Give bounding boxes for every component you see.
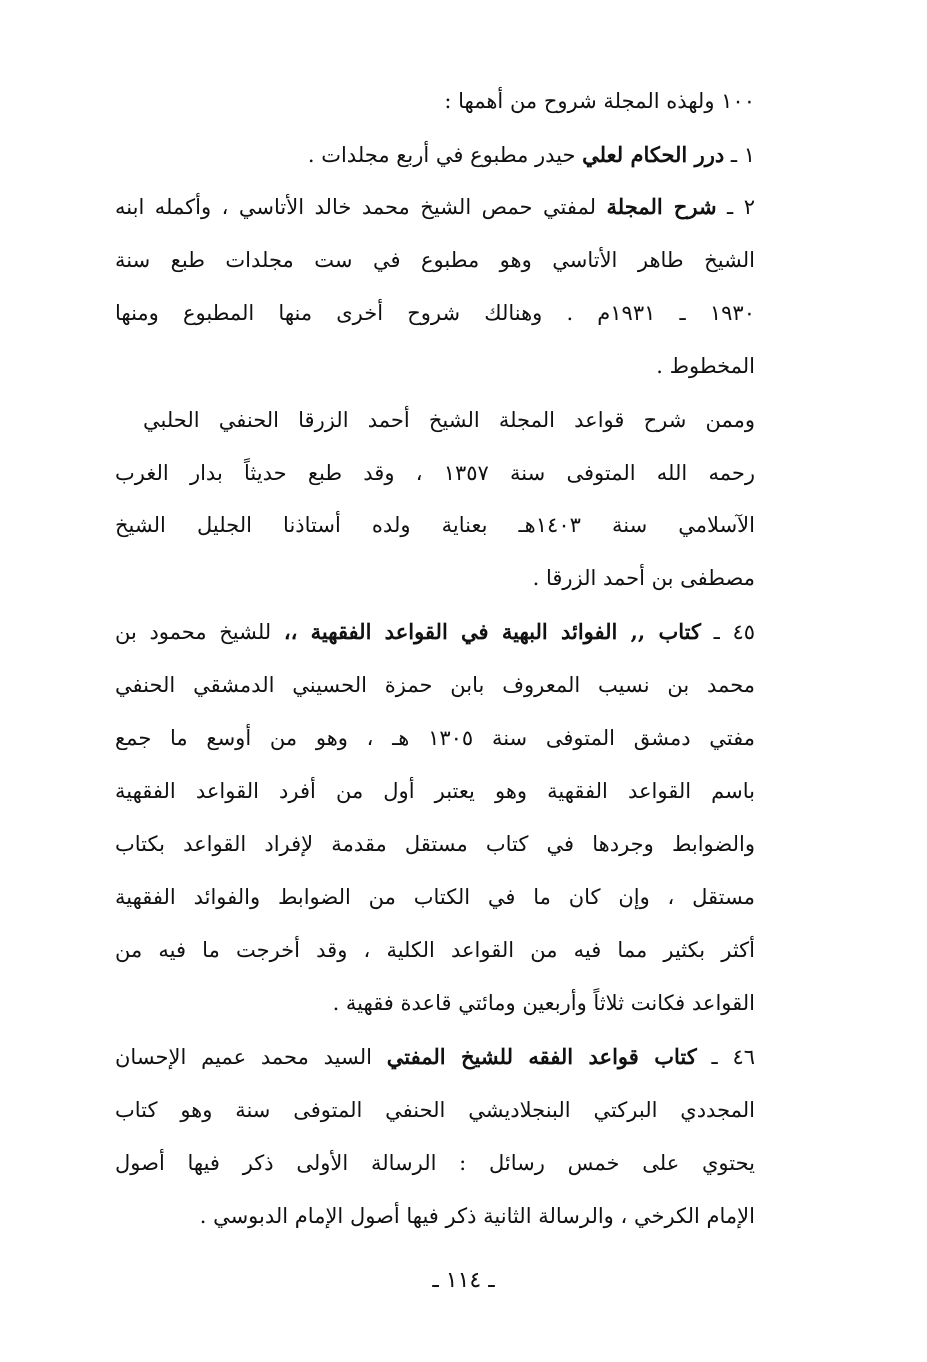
item-45-line-4: باسم القواعد الفقهية وهو يعتبر أول من أفرد القواعد الفقهية	[115, 779, 755, 803]
item-2-title: شرح المجلة	[606, 194, 717, 219]
paragraph-line-3: الآسلامي سنة ١٤٠٣هـ بعناية ولده أستاذنا الجليل الشيخ	[115, 513, 755, 537]
item-45-line-3: مفتي دمشق المتوفى سنة ١٣٠٥ هـ ، وهو من أوسع ما جمع	[115, 726, 755, 750]
item-45-title: كتاب ,, الفوائد البهية في القواعد الفقهية ،،	[283, 619, 702, 644]
item-2-line-2: الشيخ طاهر الأتاسي وهو مطبوع في ست مجلدات طبع سنة	[115, 248, 755, 272]
item-46-line-3: يحتوي على خمس رسائل : الرسالة الأولى ذكر فيها أصول	[115, 1151, 755, 1175]
paragraph-line-1: وممن شرح قواعد المجلة الشيخ أحمد الزرقا الحنفي الحلبي	[143, 408, 755, 432]
item-2-line-4: المخطوط .	[656, 354, 755, 378]
item-2-number: ٢ ـ	[716, 195, 755, 219]
item-2-text: لمفتي حمص الشيخ محمد خالد الأتاسي ، وأكمله ابنه	[115, 195, 607, 219]
item-45-line-5: والضوابط وجردها في كتاب مستقل مقدمة لإفراد القواعد بكتاب	[115, 832, 755, 856]
item-1-text: حيدر مطبوع في أربع مجلدات .	[307, 143, 583, 167]
item-1-title: درر الحكام لعلي	[582, 142, 725, 167]
item-46-text: السيد محمد عميم الإحسان	[115, 1045, 387, 1069]
item-46-title: كتاب قواعد الفقه للشيخ المفتي	[386, 1044, 697, 1069]
item-2-line-3: ١٩٣٠ ـ ١٩٣١م . وهنالك شروح أخرى منها المطبوع ومنها	[115, 301, 755, 325]
item-46-line-1	[115, 1042, 755, 1072]
item-46-number: ٤٦ ـ	[696, 1045, 755, 1069]
item-45-line-6: مستقل ، وإن كان ما في الكتاب من الضوابط والفوائد الفقهية	[115, 885, 755, 909]
item-45-line-8: القواعد فكانت ثلاثاً وأربعين ومائتي قاعدة فقهية .	[332, 991, 755, 1015]
item-2-line-1	[115, 192, 755, 222]
item-46-line-2: المجددي البركتي البنجلاديشي الحنفي المتوفى سنة وهو كتاب	[115, 1098, 755, 1122]
item-1-number: ١ ـ	[724, 143, 755, 167]
item-1	[115, 140, 755, 170]
item-45-number: ٤٥ ـ	[701, 620, 755, 644]
paragraph-line-4: مصطفى بن أحمد الزرقا .	[532, 566, 755, 590]
item-45-text: للشيخ محمود بن	[115, 620, 284, 644]
paragraph-line-2: رحمه الله المتوفى سنة ١٣٥٧ ، وقد طبع حديثاً بدار الغرب	[115, 461, 755, 485]
item-46-line-4: الإمام الكرخي ، والرسالة الثانية ذكر فيها أصول الإمام الدبوسي .	[199, 1204, 755, 1228]
item-45-line-2: محمد بن نسيب المعروف بابن حمزة الحسيني الدمشقي الحنفي	[115, 673, 755, 697]
intro-line: ١٠٠ ولهذه المجلة شروح من أهمها :	[444, 89, 755, 113]
page-number: ـ ١١٤ ـ	[432, 1268, 495, 1293]
item-45-line-7: أكثر بكثير مما فيه من القواعد الكلية ، وقد أخرجت ما فيه من	[115, 938, 755, 962]
item-45-line-1	[115, 617, 755, 647]
